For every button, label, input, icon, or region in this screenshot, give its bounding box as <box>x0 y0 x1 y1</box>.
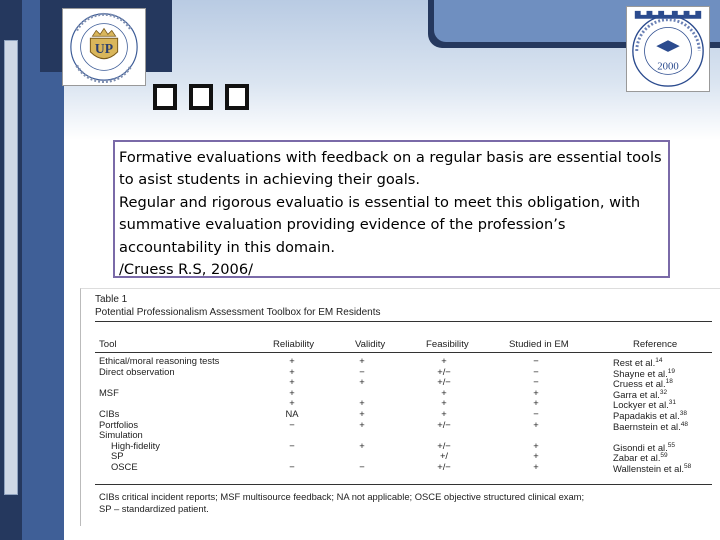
reference-number: 32 <box>659 388 668 396</box>
reference-text: Garra et al. <box>613 388 660 400</box>
left-strip <box>4 40 18 495</box>
reference-text: Zabar et al. <box>613 452 661 464</box>
col-header-studied: Studied in EM <box>509 339 569 350</box>
table-cell-em: + <box>533 450 539 462</box>
table-cell-em: + <box>533 461 539 472</box>
table-footnote-2: SP – standardized patient. <box>99 503 209 514</box>
table-cell-val: + <box>359 408 365 419</box>
logo-left-initials: UP <box>94 40 114 56</box>
reference-number: 58 <box>684 463 692 470</box>
table-cell-val: + <box>359 355 365 366</box>
table-cell-em: − <box>533 355 539 366</box>
quote-box <box>113 140 670 278</box>
table-rule-bottom <box>95 484 712 485</box>
table-cell-tool: OSCE <box>111 461 138 472</box>
table-cell-em: + <box>533 386 539 398</box>
left-panel <box>22 0 64 540</box>
reference-text: Rest et al. <box>613 357 656 369</box>
table-cell-em: − <box>533 376 539 388</box>
table-cell-fea: +/− <box>437 439 451 451</box>
reference-text: Lockyer et al. <box>613 399 669 411</box>
reference-text: Gisondi et al. <box>613 441 668 453</box>
table-cell-fea: +/− <box>437 418 451 430</box>
table-cell-em: + <box>533 397 539 409</box>
col-header-tool: Tool <box>99 339 117 350</box>
table-cell-rel: + <box>289 397 295 409</box>
quote-citation: /Cruess R.S, 2006/ <box>119 261 254 279</box>
table-cell-em: − <box>533 365 539 377</box>
table-cell-tool: Ethical/moral reasoning tests <box>99 355 220 366</box>
university-logo-right <box>626 6 710 92</box>
table-cell-val: − <box>359 365 365 377</box>
logo-right-year: 2000 <box>657 60 679 73</box>
table-cell-rel: − <box>289 461 295 472</box>
reference-number: 31 <box>668 399 676 407</box>
table-cell-tool: CIBs <box>99 408 120 419</box>
table-cell-val: + <box>359 397 365 409</box>
reference-text: Papadakis et al. <box>613 410 680 422</box>
table-cell-fea: +/− <box>437 365 451 377</box>
table-cell-fea: + <box>441 397 447 409</box>
table-cell-tool: High-fidelity <box>111 439 160 451</box>
table-cell-rel: − <box>289 439 295 451</box>
table-footnote-1: CIBs critical incident reports; MSF multisource feedback; NA not applicable; OSCE objective structured clinical exam; <box>99 491 585 502</box>
table-cell-tool: Portfolios <box>99 418 139 430</box>
reference-text: Baernstein et al. <box>613 420 681 432</box>
placeholder-glyphs <box>153 84 263 114</box>
table-cell-reference <box>613 462 691 475</box>
quote-line-4: summative evaluation providing evidence of the profession’s <box>119 216 566 234</box>
square-glyph-2 <box>189 84 213 110</box>
table-cell-fea: + <box>441 408 447 419</box>
reference-number: 18 <box>665 378 673 386</box>
table-cell-reference <box>613 420 688 433</box>
table-cell-tool: Simulation <box>99 429 143 441</box>
table-cell-fea: +/ <box>439 450 449 462</box>
table-cell-fea: + <box>441 355 447 366</box>
table-cell-val: + <box>359 439 365 451</box>
table-rule-header <box>95 352 712 353</box>
table-cell-rel: + <box>289 376 295 388</box>
table-cell-val: − <box>359 461 365 472</box>
reference-text: Shayne et al. <box>613 367 668 379</box>
col-header-feasibility: Feasibility <box>426 339 469 350</box>
col-header-validity: Validity <box>355 339 386 350</box>
quote-line-2: to asist students in achieving their goals. <box>119 171 420 189</box>
table-cell-fea: + <box>441 386 447 398</box>
table-cell-val: + <box>359 418 365 430</box>
quote-line-5: accountability in this domain. <box>119 238 336 256</box>
quote-line-3: Regular and rigorous evaluatio is essential to meet this obligation, with <box>119 193 641 211</box>
reference-number: 14 <box>655 357 663 364</box>
table-cell-rel: + <box>289 365 295 377</box>
table-cell-fea: +/− <box>437 461 451 472</box>
table-cell-tool: Direct observation <box>99 365 175 377</box>
reference-number: 59 <box>660 452 668 460</box>
assessment-table-figure <box>80 288 720 526</box>
col-header-reference: Reference <box>633 339 678 350</box>
table-cell-rel: − <box>289 418 295 430</box>
quote-line-1: Formative evaluations with feedback on a regular basis are essential tools <box>119 149 662 166</box>
table-cell-fea: +/− <box>437 376 451 388</box>
col-header-reliability: Reliability <box>273 339 315 350</box>
table-cell-em: + <box>533 439 539 451</box>
table-cell-rel: + <box>289 386 295 398</box>
table-cell-rel: + <box>289 355 295 366</box>
table-caption: Table 1 <box>95 294 128 305</box>
table-cell-tool: MSF <box>99 386 119 398</box>
table-title: Potential Professionalism Assessment Toolbox for EM Residents <box>95 307 381 318</box>
table-cell-em: + <box>533 418 539 430</box>
reference-text: Wallenstein et al. <box>613 463 685 475</box>
square-glyph-1 <box>153 84 177 110</box>
reference-number: 48 <box>680 420 688 428</box>
university-logo-left <box>62 8 146 86</box>
reference-text: Cruess et al. <box>613 378 666 390</box>
reference-number: 55 <box>667 441 675 449</box>
table-cell-rel: NA <box>285 408 299 419</box>
reference-number: 38 <box>679 410 687 417</box>
square-glyph-3 <box>225 84 249 110</box>
table-cell-tool: SP <box>111 450 124 462</box>
table-cell-em: − <box>533 408 539 419</box>
table-rule-top <box>95 321 712 322</box>
table-cell-val: + <box>359 376 365 388</box>
reference-number: 19 <box>667 367 675 375</box>
